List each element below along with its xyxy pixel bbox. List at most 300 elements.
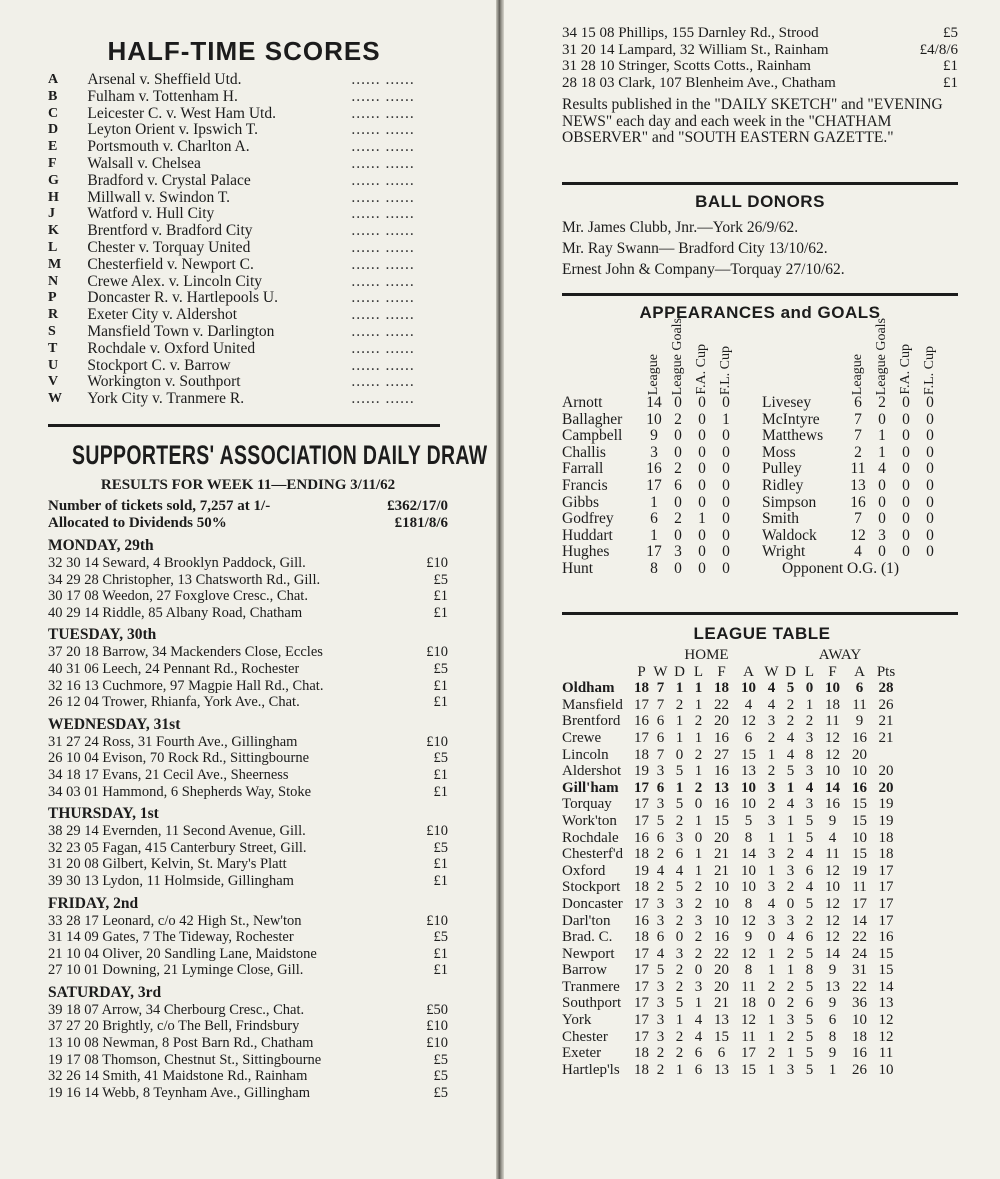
league-cell: 22 <box>714 696 729 713</box>
league-cell: 3 <box>675 829 684 846</box>
halftime-score-blank: ...... ...... <box>351 188 415 206</box>
header-blank <box>562 647 632 664</box>
league-cell: 5 <box>675 995 684 1012</box>
halftime-match: Watford v. Hull City <box>87 205 215 223</box>
league-cell: 18 <box>878 846 894 863</box>
player-stat: 0 <box>674 427 682 445</box>
league-cell: 16 <box>634 912 649 929</box>
league-cell: 15 <box>741 1061 756 1078</box>
left-page <box>0 0 496 1179</box>
league-cell: 8 <box>744 829 753 846</box>
league-cell: 17 <box>852 895 867 912</box>
draw-entry-prize: £5 <box>433 1084 448 1101</box>
league-cell: 2 <box>786 879 795 896</box>
league-cell: 10 <box>852 829 867 846</box>
league-cell: 12 <box>741 912 756 929</box>
halftime-letter: M <box>48 256 62 272</box>
player-stat: 0 <box>722 543 730 561</box>
league-cell: 27 <box>714 746 729 763</box>
draw-day-heading: MONDAY, 29th <box>48 537 154 554</box>
player-stat: 0 <box>926 476 934 494</box>
league-cell: 31 <box>852 962 867 979</box>
halftime-match: York City v. Tranmere R. <box>87 390 245 408</box>
draw-entry <box>48 1035 448 1052</box>
dividends-value: £181/8/6 <box>394 515 448 531</box>
league-cell: 17 <box>878 912 894 929</box>
league-team: Brentford <box>562 713 621 730</box>
league-cell: 18 <box>634 879 649 896</box>
draw-entry <box>48 823 448 840</box>
player-stat: 0 <box>902 443 910 461</box>
league-cell: 1 <box>694 812 703 829</box>
draw-entry-prize: £1 <box>943 58 958 75</box>
player-stat: 0 <box>722 443 730 461</box>
player-stat: 13 <box>850 476 866 494</box>
league-cell: 2 <box>694 945 703 962</box>
league-cell: 7 <box>656 746 665 763</box>
league-cell: 4 <box>786 929 795 946</box>
league-cell: 4 <box>786 746 795 763</box>
league-cell: 1 <box>767 862 776 879</box>
draw-entry <box>48 734 448 751</box>
league-col-label: L <box>693 663 704 680</box>
draw-entry <box>48 1018 448 1035</box>
league-cell: 5 <box>744 812 753 829</box>
league-col-label: F <box>717 663 726 680</box>
league-cell: 4 <box>786 729 795 746</box>
league-cell: 17 <box>634 796 649 813</box>
league-cell: 2 <box>786 846 795 863</box>
halftime-letter: U <box>48 357 59 373</box>
player-stat: 0 <box>926 394 934 411</box>
halftime-row <box>48 156 440 173</box>
player-stat: 0 <box>878 493 886 511</box>
league-cell: 9 <box>828 962 837 979</box>
tickets-label: Number of tickets sold, 7,257 at 1/- <box>48 498 271 514</box>
halftime-match: Bradford v. Crystal Palace <box>87 171 251 189</box>
player-name: Campbell <box>562 427 623 445</box>
league-cell: 1 <box>786 1045 795 1062</box>
appearances-section <box>562 303 958 578</box>
draw-entry-text: 30 17 08 Weedon, 27 Foxglove Cresc., Chat. <box>48 588 308 605</box>
player-stat: 1 <box>878 443 886 461</box>
draw-entry-text: 34 18 17 Evans, 21 Cecil Ave., Sheerness <box>48 766 289 783</box>
draw-entry-text: 34 03 01 Hammond, 6 Shepherds Way, Stoke <box>48 783 312 800</box>
draw-entry-text: 39 30 13 Lydon, 11 Holmside, Gillingham <box>48 872 294 889</box>
league-cell: 19 <box>634 763 649 780</box>
league-cell: 6 <box>805 862 814 879</box>
league-cell: 10 <box>852 1012 867 1029</box>
player-stat: 9 <box>650 427 658 445</box>
league-cell: 2 <box>675 812 684 829</box>
player-stat: 1 <box>722 410 730 428</box>
league-cell: 6 <box>656 779 665 796</box>
halftime-score-blank: ...... ...... <box>351 339 415 357</box>
draw-entry-prize: £10 <box>426 1018 448 1035</box>
league-cell: 13 <box>714 779 729 796</box>
league-cell: 10 <box>741 779 756 796</box>
halftime-row <box>48 223 440 240</box>
league-cell: 3 <box>805 796 814 813</box>
halftime-score-blank: ...... ...... <box>351 171 415 189</box>
league-cell: 16 <box>852 729 867 746</box>
draw-entry-prize: £1 <box>433 945 448 962</box>
league-team: Stockport <box>562 879 621 896</box>
league-cell: 19 <box>878 796 894 813</box>
league-cell: 2 <box>767 729 776 746</box>
league-cell: 3 <box>805 729 814 746</box>
league-col-label: W <box>653 663 668 680</box>
draw-entry <box>48 694 448 711</box>
league-row <box>562 962 899 979</box>
halftime-letter: A <box>48 72 59 87</box>
player-name: Matthews <box>762 427 824 445</box>
league-cell: 14 <box>878 978 894 995</box>
player-stat: 0 <box>926 460 934 478</box>
league-team: Barrow <box>562 962 607 979</box>
halftime-row <box>48 257 440 274</box>
halftime-row <box>48 122 440 139</box>
league-row <box>562 846 899 863</box>
league-cell: 2 <box>656 1045 665 1062</box>
league-cell: 2 <box>786 713 795 730</box>
league-col-label: D <box>674 663 685 680</box>
halftime-letter: L <box>48 239 58 255</box>
player-stat: 17 <box>646 543 662 561</box>
league-cell: 18 <box>825 696 840 713</box>
league-cell: 12 <box>878 1028 894 1045</box>
halftime-match: Crewe Alex. v. Lincoln City <box>87 272 263 290</box>
league-row <box>562 830 899 847</box>
player-stat: 0 <box>722 493 730 511</box>
league-cell: 9 <box>828 1045 837 1062</box>
draw-entry-prize: £1 <box>433 766 448 783</box>
league-cell: 20 <box>878 763 894 780</box>
league-row <box>562 913 899 930</box>
donors-title: BALL DONORS <box>695 192 825 211</box>
appearances-col-label: League Goals <box>874 317 889 395</box>
league-cell: 10 <box>741 862 756 879</box>
league-cell: 2 <box>767 763 776 780</box>
league-section <box>562 624 962 1078</box>
player-stat: 17 <box>646 476 662 494</box>
appearances-row <box>762 461 958 478</box>
draw-entry-prize: £1 <box>433 677 448 694</box>
halftime-match: Portsmouth v. Charlton A. <box>87 138 250 156</box>
league-cell: 10 <box>741 796 756 813</box>
league-cell: 6 <box>744 729 753 746</box>
own-goals: Opponent O.G. (1) <box>782 559 900 577</box>
league-cell: 11 <box>852 879 867 896</box>
halftime-score-blank: ...... ...... <box>351 289 415 307</box>
halftime-match: Millwall v. Swindon T. <box>87 188 231 206</box>
league-cell: 12 <box>878 1012 894 1029</box>
league-cell: 12 <box>825 912 840 929</box>
league-cell: 17 <box>634 978 649 995</box>
halftime-match: Arsenal v. Sheffield Utd. <box>87 71 242 88</box>
league-cell: 15 <box>714 1028 729 1045</box>
halftime-match: Workington v. Southport <box>87 373 241 391</box>
draw-entry-text: 19 16 14 Webb, 8 Teynham Ave., Gillingham <box>48 1084 311 1101</box>
draw-entry-text: 31 20 08 Gilbert, Kelvin, St. Mary's Platt <box>48 856 287 873</box>
league-cell: 14 <box>825 779 840 796</box>
league-cell: 1 <box>675 1012 684 1029</box>
league-cell: 5 <box>786 763 795 780</box>
player-stat: 0 <box>902 476 910 494</box>
appearances-header <box>762 317 958 395</box>
halftime-score-blank: ...... ...... <box>351 373 415 391</box>
halftime-letter: C <box>48 105 59 121</box>
league-cell: 19 <box>878 812 894 829</box>
player-name: Waldock <box>762 526 817 544</box>
player-stat: 0 <box>926 493 934 511</box>
league-cell: 5 <box>805 895 814 912</box>
league-cell: 4 <box>767 680 776 697</box>
appearances-col-label: League <box>646 353 661 395</box>
league-team: Newport <box>562 945 615 962</box>
halftime-score-blank: ...... ...... <box>351 238 415 256</box>
league-cell: 17 <box>634 812 649 829</box>
player-stat: 0 <box>902 543 910 561</box>
draw-entry <box>48 856 448 873</box>
player-stat: 2 <box>878 394 886 411</box>
league-cell: 3 <box>656 1028 665 1045</box>
draw-entry <box>48 661 448 678</box>
league-cell: 16 <box>634 829 649 846</box>
draw-day-heading: SATURDAY, 3rd <box>48 983 162 1001</box>
appearances-col-label: F.A. Cup <box>694 344 709 395</box>
halftime-row <box>48 341 440 358</box>
league-cell: 24 <box>852 945 867 962</box>
section-divider <box>562 293 958 296</box>
league-cell: 6 <box>855 680 864 697</box>
league-cell: 2 <box>694 895 703 912</box>
league-cell: 6 <box>656 713 665 730</box>
league-cell: 20 <box>714 713 729 730</box>
appearances-row <box>762 528 958 545</box>
league-cell: 16 <box>714 763 729 780</box>
player-name: Ballagher <box>562 410 623 428</box>
halftime-letter: K <box>48 223 59 239</box>
league-cell: 4 <box>805 846 814 863</box>
league-cell: 3 <box>767 812 776 829</box>
league-team: Torquay <box>562 796 612 813</box>
halftime-match: Chesterfield v. Newport C. <box>87 255 254 273</box>
player-stat: 2 <box>854 443 862 461</box>
halftime-score-blank: ...... ...... <box>351 138 415 156</box>
league-team: Lincoln <box>562 746 609 763</box>
league-cell: 3 <box>767 779 776 796</box>
player-stat: 0 <box>902 394 910 411</box>
league-cell: 1 <box>675 680 684 697</box>
draw-entry-prize: £1 <box>433 962 448 979</box>
draw-entry-prize: £10 <box>426 555 448 571</box>
halftime-match: Leyton Orient v. Ipswich T. <box>87 121 258 139</box>
draw-entry-prize: £1 <box>433 783 448 800</box>
draw-entry-prize: £10 <box>426 1035 448 1052</box>
league-cell: 1 <box>786 962 795 979</box>
league-cell: 3 <box>767 713 776 730</box>
league-cell: 15 <box>741 746 756 763</box>
league-team: Tranmere <box>562 978 620 995</box>
halftime-score-blank: ...... ...... <box>351 222 415 240</box>
halftime-list <box>48 72 440 408</box>
league-team: Gill'ham <box>562 779 619 796</box>
league-row <box>562 1062 899 1079</box>
player-stat: 16 <box>850 493 866 511</box>
league-cell: 3 <box>786 1012 795 1029</box>
league-cell: 10 <box>825 879 840 896</box>
league-team: Oxford <box>562 862 606 879</box>
halftime-row <box>48 374 440 391</box>
league-cell: 4 <box>675 862 684 879</box>
league-cell: 1 <box>694 763 703 780</box>
league-cell: 10 <box>714 912 729 929</box>
league-cell: 4 <box>694 1028 703 1045</box>
player-name: Godfrey <box>562 510 614 528</box>
halftime-match: Brentford v. Bradford City <box>87 222 253 240</box>
league-cell: 1 <box>767 1012 776 1029</box>
halftime-letter: P <box>48 290 57 306</box>
league-cell: 6 <box>656 929 665 946</box>
player-stat: 2 <box>674 460 682 478</box>
appearances-header <box>562 317 762 395</box>
draw-entry-text: 37 20 18 Barrow, 34 Mackenders Close, Eccles <box>48 644 323 661</box>
league-col-label: W <box>764 663 779 680</box>
player-stat: 1 <box>650 493 658 511</box>
league-cell: 3 <box>767 879 776 896</box>
league-cell: 4 <box>767 696 776 713</box>
league-cell: 1 <box>675 779 684 796</box>
halftime-letter: J <box>48 206 55 222</box>
player-name: Farrall <box>562 460 604 478</box>
draw-entry-prize: £50 <box>426 1001 448 1018</box>
player-name: Gibbs <box>562 493 600 511</box>
draw-entry-prize: £1 <box>433 856 448 873</box>
player-stat: 0 <box>698 460 706 478</box>
league-col-label: P <box>637 663 646 680</box>
league-cell: 2 <box>786 1028 795 1045</box>
appearances-row <box>562 412 762 429</box>
league-cell: 15 <box>714 812 729 829</box>
league-cell: 4 <box>805 879 814 896</box>
draw-entry-text: 19 17 08 Thomson, Chestnut St., Sittingbourne <box>48 1051 322 1068</box>
halftime-letter: B <box>48 88 58 104</box>
draw-day-heading: TUESDAY, 30th <box>48 626 157 644</box>
league-cell: 4 <box>805 779 814 796</box>
player-name: Huddart <box>562 526 613 544</box>
league-team: Crewe <box>562 729 602 746</box>
league-cell: 0 <box>786 895 795 912</box>
draw-entry <box>48 767 448 784</box>
draw-entry-text: 27 10 01 Downing, 21 Lyminge Close, Gill. <box>48 962 304 979</box>
league-cell: 16 <box>714 729 729 746</box>
league-cell: 3 <box>656 912 665 929</box>
league-team: Aldershot <box>562 763 622 780</box>
halftime-letter: G <box>48 172 59 188</box>
player-stat: 0 <box>878 543 886 561</box>
draw-entry-prize: £1 <box>943 74 958 91</box>
league-cell: 12 <box>825 746 840 763</box>
draw-entry <box>48 913 448 930</box>
player-stat: 0 <box>902 493 910 511</box>
player-name: Hunt <box>562 559 593 577</box>
player-stat: 0 <box>878 476 886 494</box>
league-cell: 1 <box>694 846 703 863</box>
donor-list <box>562 217 958 280</box>
appearances-row <box>562 528 762 545</box>
league-cell: 3 <box>675 945 684 962</box>
league-cell: 11 <box>741 1028 756 1045</box>
league-cell: 2 <box>786 978 795 995</box>
league-cell: 17 <box>634 895 649 912</box>
league-team: Oldham <box>562 680 615 697</box>
halftime-letter: H <box>48 189 59 205</box>
league-cell: 5 <box>805 812 814 829</box>
appearances-col-header <box>870 318 894 395</box>
draw-entry <box>48 572 448 589</box>
player-stat: 0 <box>698 410 706 428</box>
dividends-label: Allocated to Dividends 50% <box>48 515 227 531</box>
league-col-label: D <box>785 663 796 680</box>
league-cell: 11 <box>741 978 756 995</box>
league-cell: 16 <box>852 779 867 796</box>
player-stat: 0 <box>698 559 706 577</box>
league-cell: 8 <box>744 962 753 979</box>
halftime-match: Fulham v. Tottenham H. <box>87 87 238 105</box>
draw-entry <box>562 75 958 92</box>
league-cell: 3 <box>656 978 665 995</box>
player-stat: 0 <box>722 460 730 478</box>
player-stat: 0 <box>926 410 934 428</box>
league-row <box>562 796 899 813</box>
league-cell: 10 <box>825 680 840 697</box>
league-cell: 4 <box>694 1012 703 1029</box>
appearances-row <box>562 511 762 528</box>
draw-entry-text: 31 28 10 Stringer, Scotts Cotts., Rainham <box>562 58 811 75</box>
league-cell: 16 <box>714 929 729 946</box>
halftime-score-blank: ...... ...... <box>351 255 415 273</box>
player-stat: 0 <box>926 427 934 445</box>
draw-entry <box>48 840 448 857</box>
draw-entry <box>48 588 448 605</box>
league-cell: 3 <box>656 895 665 912</box>
league-row <box>562 896 899 913</box>
league-cell: 17 <box>634 995 649 1012</box>
league-cell: 15 <box>878 962 894 979</box>
player-stat: 0 <box>698 427 706 445</box>
league-cell: 1 <box>694 862 703 879</box>
player-stat: 4 <box>878 460 886 478</box>
league-title: LEAGUE TABLE <box>693 624 831 643</box>
league-cell: 10 <box>825 763 840 780</box>
league-cell: 1 <box>767 945 776 962</box>
league-team: Work'ton <box>562 812 617 829</box>
player-name: Francis <box>562 476 608 494</box>
appearances-row <box>762 395 958 412</box>
draw-day-heading: FRIDAY, 2nd <box>48 894 139 912</box>
appearances-col-header <box>714 346 738 395</box>
player-stat: 0 <box>674 493 682 511</box>
player-stat: 11 <box>850 460 866 478</box>
league-cell: 10 <box>741 680 756 697</box>
draw-entry-text: 26 10 04 Evison, 70 Rock Rd., Sittingbourne <box>48 750 309 767</box>
league-cell: 17 <box>741 1045 756 1062</box>
halftime-row <box>48 106 440 123</box>
player-name: Challis <box>562 443 606 461</box>
league-cell: 17 <box>634 1028 649 1045</box>
player-stat: 7 <box>854 410 862 428</box>
